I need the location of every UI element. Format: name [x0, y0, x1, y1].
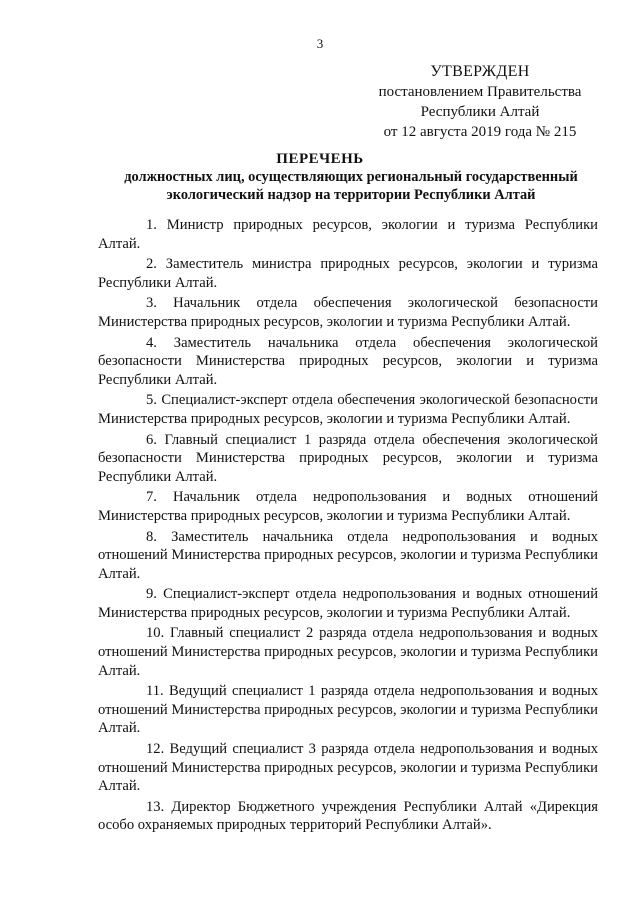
list-item: 7. Начальник отдела недропользования и водных отношений Министерства природных ресурсов, экологии и туризма Республики Алтай.: [98, 489, 598, 524]
approval-line: Республики Алтай: [420, 104, 540, 120]
list-item: 11. Ведущий специалист 1 разряда отдела недропользования и водных отношений Министерства природных ресурсов, экологии и туризма Республики Алтай.: [98, 683, 598, 737]
document-subtitle: должностных лиц, осуществляющих региональный государственный экологический надзор на территории Республики Алтай: [124, 169, 578, 203]
list-item: 4. Заместитель начальника отдела обеспечения экологической безопасности Министерства природных ресурсов, экологии и туризма Республики Алтай.: [98, 334, 598, 388]
list-item: 10. Главный специалист 2 разряда отдела недропользования и водных отношений Министерства природных ресурсов, экологии и туризма Республики Алтай.: [98, 625, 598, 679]
list-item: 5. Специалист-эксперт отдела обеспечения экологической безопасности Министерства природных ресурсов, экологии и туризма Республики Алтай.: [98, 392, 598, 427]
list-item: 6. Главный специалист 1 разряда отдела обеспечения экологической безопасности Министерства природных ресурсов, экологии и туризма Республики Алтай.: [98, 431, 598, 485]
list-item: 13. Директор Бюджетного учреждения Республики Алтай «Дирекция особо охраняемых природных территорий Республики Алтай».: [98, 798, 598, 834]
list-item: 9. Специалист-эксперт отдела недропользования и водных отношений Министерства природных ресурсов, экологии и туризма Республики Алтай.: [98, 586, 598, 621]
list-item: 2. Заместитель министра природных ресурсов, экологии и туризма Республики Алтай.: [98, 256, 598, 291]
officials-list: [98, 216, 598, 837]
list-item: 3. Начальник отдела обеспечения экологической безопасности Министерства природных ресурсов, экологии и туризма Республики Алтай.: [98, 295, 598, 330]
list-item: 8. Заместитель начальника отдела недропользования и водных отношений Министерства природных ресурсов, экологии и туризма Республики Алтай.: [98, 528, 598, 582]
approval-date-line: от 12 августа 2019 года № 215: [383, 124, 577, 140]
approval-line: постановлением Правительства: [378, 84, 582, 100]
document-title: ПЕРЕЧЕНЬ: [276, 151, 364, 167]
page-number: 3: [316, 36, 324, 51]
approval-title: УТВЕРЖДЕН: [430, 63, 530, 80]
list-item: 12. Ведущий специалист 3 разряда отдела недропользования и водных отношений Министерства природных ресурсов, экологии и туризма Республики Алтай.: [98, 741, 598, 795]
approval-block: [360, 62, 600, 142]
list-item: 1. Министр природных ресурсов, экологии и туризма Республики Алтай.: [98, 217, 598, 252]
